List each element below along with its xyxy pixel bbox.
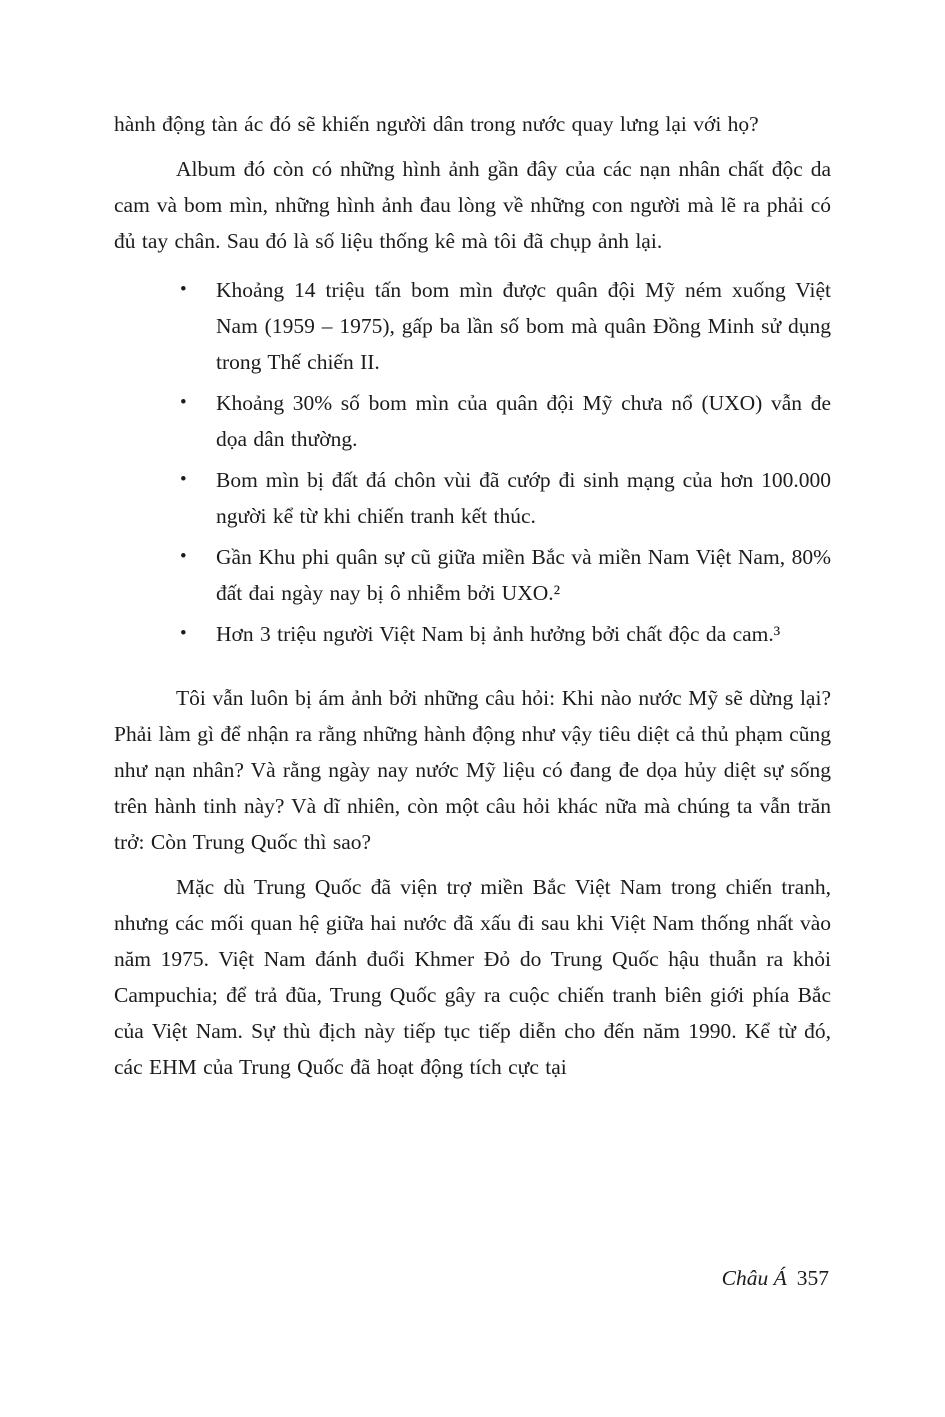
bullet-icon: • (180, 469, 187, 490)
list-item-text: Gần Khu phi quân sự cũ giữa miền Bắc và miền Nam Việt Nam, 80% đất đai ngày nay bị ô nhiễm bởi UXO.² (216, 545, 831, 605)
paragraph-china: Mặc dù Trung Quốc đã viện trợ miền Bắc Việt Nam trong chiến tranh, nhưng các mối quan hệ giữa hai nước đã xấu đi sau khi Việt Nam thống nhất vào năm 1975. Việt Nam đánh đuổi Khmer Đỏ do Trung Quốc hậu thuẫn ra khỏi Campuchia; để trả đũa, Trung Quốc gây ra cuộc chiến tranh biên giới phía Bắc của Việt Nam. Sự thù địch này tiếp tục tiếp diễn cho đến năm 1990. Kể từ đó, các EHM của Trung Quốc đã hoạt động tích cực tại (114, 875, 831, 1079)
bullet-icon: • (180, 546, 187, 567)
list-item (114, 385, 831, 457)
list-item (114, 539, 831, 611)
list-item (114, 616, 831, 652)
list-item-text: Bom mìn bị đất đá chôn vùi đã cướp đi sinh mạng của hơn 100.000 người kể từ khi chiến tranh kết thúc. (216, 468, 831, 528)
bullet-icon: • (180, 279, 187, 300)
list-item-text: Khoảng 14 triệu tấn bom mìn được quân đội Mỹ ném xuống Việt Nam (1959 – 1975), gấp ba lần số bom mà quân Đồng Minh sử dụng trong Thế chiến II. (216, 278, 831, 374)
list-item (114, 272, 831, 380)
list-item (114, 462, 831, 534)
paragraph-questions: Tôi vẫn luôn bị ám ảnh bởi những câu hỏi: Khi nào nước Mỹ sẽ dừng lại? Phải làm gì để nhận ra rằng những hành động như vậy tiêu diệt cả thủ phạm cũng như nạn nhân? Và rằng ngày nay nước Mỹ liệu có đang đe dọa hủy diệt sự sống trên hành tinh này? Và dĩ nhiên, còn một câu hỏi khác nữa mà chúng ta vẫn trăn trở: Còn Trung Quốc thì sao? (114, 686, 831, 854)
list-item-text: Khoảng 30% số bom mìn của quân đội Mỹ chưa nổ (UXO) vẫn đe dọa dân thường. (216, 391, 831, 451)
bullet-icon: • (180, 623, 187, 644)
running-head-section: Châu Á (721, 1266, 787, 1290)
statistics-list (114, 272, 831, 652)
page-footer (722, 1266, 829, 1291)
paragraph-continuation: hành động tàn ác đó sẽ khiến người dân trong nước quay lưng lại với họ? (114, 112, 759, 136)
page-number: 357 (796, 1266, 829, 1290)
list-item-text: Hơn 3 triệu người Việt Nam bị ảnh hưởng bởi chất độc da cam.³ (216, 622, 781, 646)
bullet-icon: • (180, 392, 187, 413)
paragraph-album: Album đó còn có những hình ảnh gần đây của các nạn nhân chất độc da cam và bom mìn, những hình ảnh đau lòng về những con người mà lẽ ra phải có đủ tay chân. Sau đó là số liệu thống kê mà tôi đã chụp ảnh lại. (114, 157, 831, 253)
